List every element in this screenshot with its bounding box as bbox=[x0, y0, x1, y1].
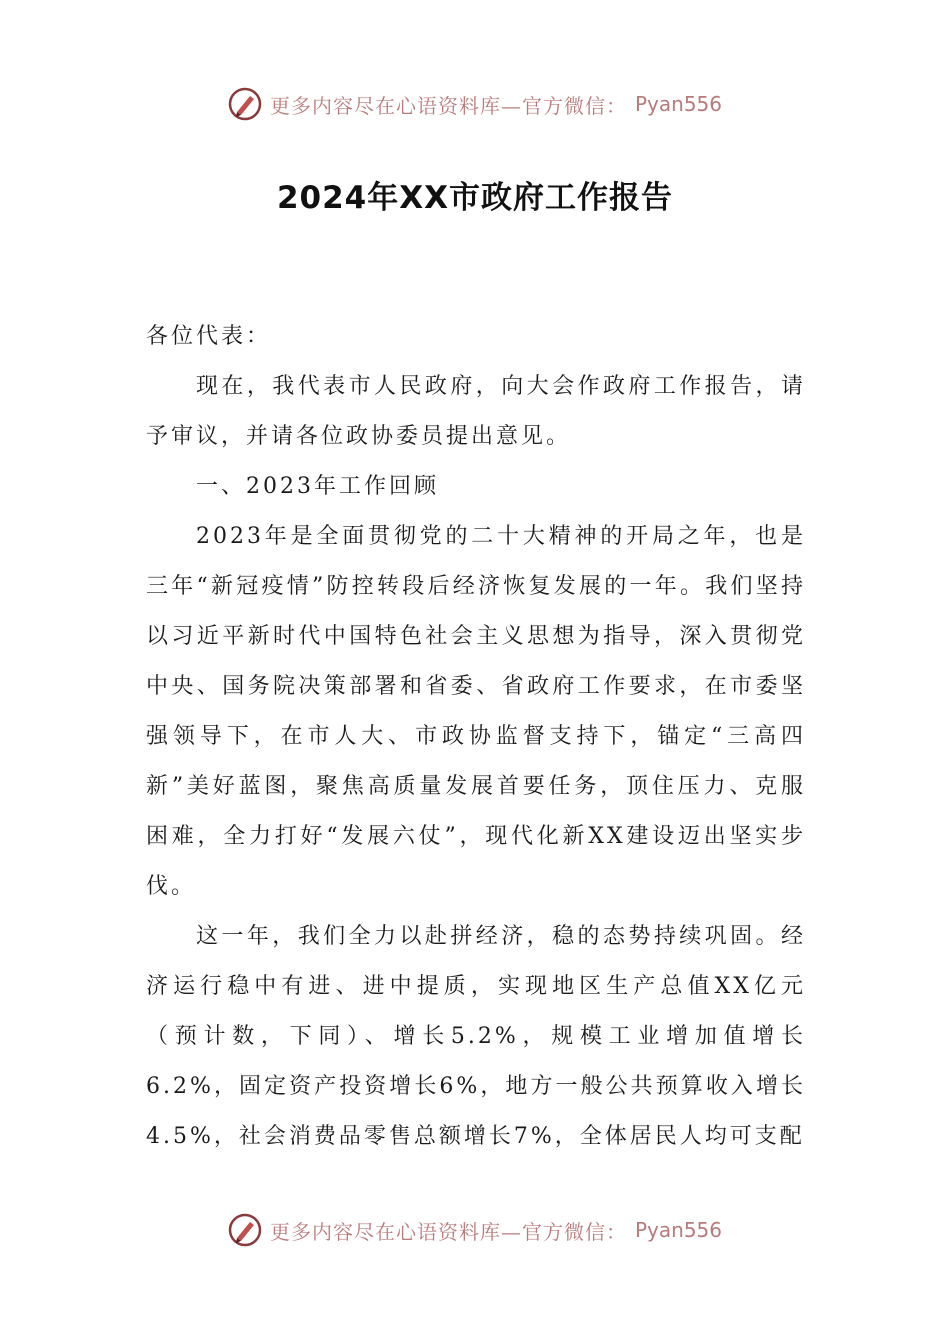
document-title: 2024年XX市政府工作报告 bbox=[276, 180, 674, 216]
section-heading: 一、2023年工作回顾 bbox=[196, 474, 439, 499]
salutation: 各位代表： bbox=[146, 324, 272, 349]
paragraph: 现在，我代表市人民政府，向大会作政府工作报告，请予审议，并请各位政协委员提出意见。 bbox=[146, 374, 806, 449]
watermark-banner-top bbox=[0, 84, 950, 124]
paragraph: 这一年，我们全力以赴拼经济，稳的态势持续巩固。经济运行稳中有进、进中提质，实现地区生产总值XX亿元（预计数，下同）、增长5.2%，规模工业增加值增长6.2%，固定资产投资增长6%，地方一般公共预算收入增长4.5%，社会消费品零售总额增长7%，全体居民人均可支配 bbox=[146, 924, 806, 1149]
watermark-text: 更多内容尽在心语资料库—官方微信： bbox=[269, 1219, 627, 1244]
watermark-handle: Pyan556 bbox=[634, 1218, 722, 1242]
document-body bbox=[146, 312, 806, 1162]
paragraph: 2023年是全面贯彻党的二十大精神的开局之年，也是三年“新冠疫情”防控转段后经济恢复发展的一年。我们坚持以习近平新时代中国特色社会主义思想为指导，深入贯彻党中央、国务院决策部署和省委、省政府工作要求，在市委坚强领导下，在市人大、市政协监督支持下，锚定“三高四新”美好蓝图，聚焦高质量发展首要任务，顶住压力、克服困难，全力打好“发展六仗”，现代化新XX建设迈出坚实步伐。 bbox=[146, 524, 806, 899]
watermark-handle: Pyan556 bbox=[634, 92, 722, 116]
watermark-banner-bottom bbox=[0, 1210, 950, 1250]
pen-logo-icon bbox=[228, 87, 262, 121]
watermark-text: 更多内容尽在心语资料库—官方微信： bbox=[269, 93, 627, 118]
pen-logo-icon bbox=[228, 1213, 262, 1247]
